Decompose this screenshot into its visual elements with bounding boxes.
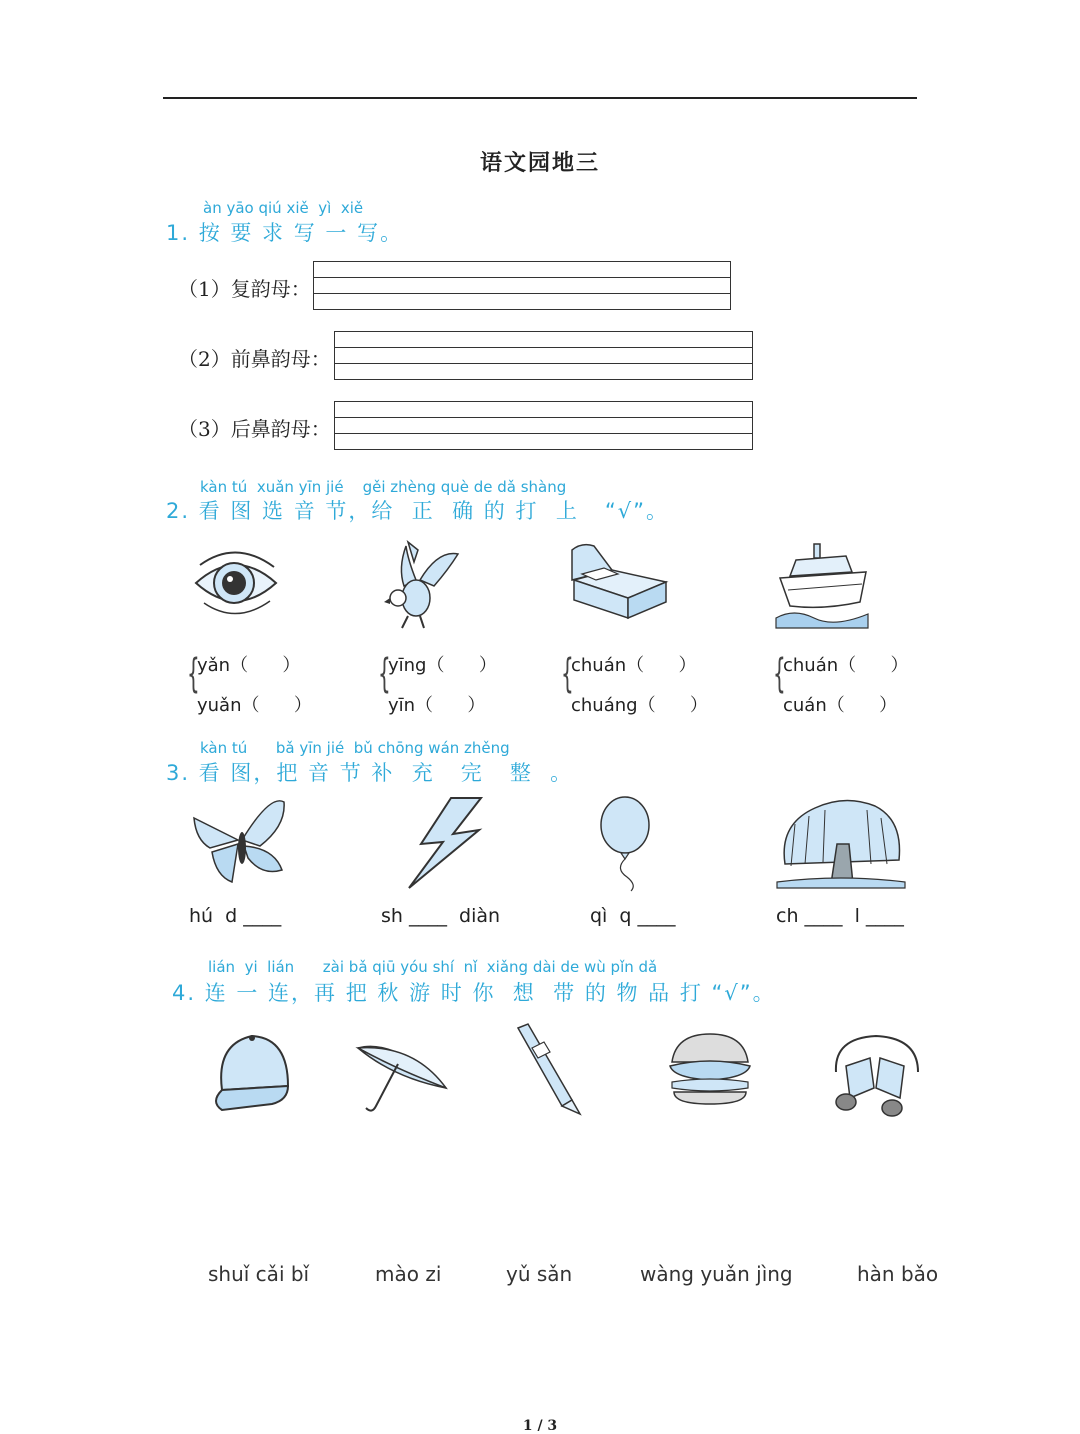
cap-picture[interactable] (202, 1030, 294, 1118)
q1-item-1-writing-lines[interactable] (313, 261, 731, 310)
balloon-picture (595, 795, 655, 893)
hamburger-picture[interactable] (666, 1032, 754, 1108)
ship-picture (774, 538, 870, 632)
willow-tree-picture (775, 794, 907, 892)
q3-fill-balloon[interactable]: qì q ____ (590, 905, 676, 927)
eye-picture (190, 543, 282, 625)
q1-pinyin: àn yāo qiú xiě yì xiě (203, 199, 364, 217)
q3-prompt: 3. 看 图，把 音 节 补 充 完 整 。 (166, 761, 574, 785)
q1-item-3-writing-lines[interactable] (334, 401, 753, 450)
q2-option-2-top[interactable]: yīng（ ） (388, 655, 497, 676)
q2-option-1-bottom[interactable]: yuǎn（ ） (197, 695, 312, 716)
q2-brace-4: { (773, 651, 786, 697)
q3-pinyin: kàn tú bǎ yīn jié bǔ chōng wán zhěng (200, 739, 510, 757)
q2-brace-3: { (561, 651, 574, 697)
butterfly-picture (190, 796, 290, 886)
umbrella-picture[interactable] (354, 1038, 450, 1120)
q4-word-umbrella[interactable]: yǔ sǎn (506, 1262, 573, 1286)
q4-pinyin: lián yi lián zài bǎ qiū yóu shí nǐ xiǎng dài de wù pǐn dǎ (208, 958, 658, 976)
q1-item-2-writing-lines[interactable] (334, 331, 753, 380)
lightning-picture (405, 796, 485, 890)
bed-picture (562, 540, 672, 622)
q1-prompt: 1. 按 要 求 写 一 写。 (166, 221, 404, 245)
q4-prompt: 4. 连 一 连，再 把 秋 游 时 你 想 带 的 物 品 打 “√”。 (172, 981, 776, 1005)
page-title: 语文园地三 (479, 150, 600, 176)
q3-fill-willow[interactable]: ch ____ l ____ (776, 905, 904, 927)
q1-item-1-label: （1）复韵母： (178, 277, 311, 301)
q2-option-1-top[interactable]: yǎn（ ） (197, 655, 301, 676)
q2-option-3-top[interactable]: chuán（ ） (571, 655, 697, 676)
q2-option-3-bottom[interactable]: chuáng（ ） (571, 695, 708, 716)
top-rule (163, 97, 917, 99)
q3-fill-butterfly[interactable]: hú d ____ (189, 905, 282, 927)
q2-option-4-top[interactable]: chuán（ ） (783, 655, 909, 676)
q4-word-binoculars[interactable]: wàng yuǎn jìng (640, 1262, 793, 1286)
q4-word-hamburger[interactable]: hàn bǎo (857, 1262, 939, 1286)
q2-option-2-bottom[interactable]: yīn（ ） (388, 695, 486, 716)
q1-item-2-label: （2）前鼻韵母： (178, 347, 331, 371)
q3-fill-lightning[interactable]: sh ____ diàn (381, 905, 501, 927)
q2-brace-1: { (187, 651, 200, 697)
q2-prompt: 2. 看 图 选 音 节，给 正 确 的 打 上 “√”。 (166, 499, 669, 523)
pen-picture[interactable] (512, 1022, 588, 1118)
q2-pinyin: kàn tú xuǎn yīn jié gěi zhèng què de dǎ shàng (200, 478, 567, 496)
binoculars-picture[interactable] (830, 1032, 924, 1118)
page-number: 1 / 3 (522, 1418, 558, 1434)
eagle-picture (378, 540, 462, 632)
q4-word-cap[interactable]: mào zi (375, 1262, 442, 1286)
q4-word-watercolor-pen[interactable]: shuǐ cǎi bǐ (208, 1262, 310, 1286)
q2-option-4-bottom[interactable]: cuán（ ） (783, 695, 898, 716)
q2-brace-2: { (378, 651, 391, 697)
q1-item-3-label: （3）后鼻韵母： (178, 417, 331, 441)
